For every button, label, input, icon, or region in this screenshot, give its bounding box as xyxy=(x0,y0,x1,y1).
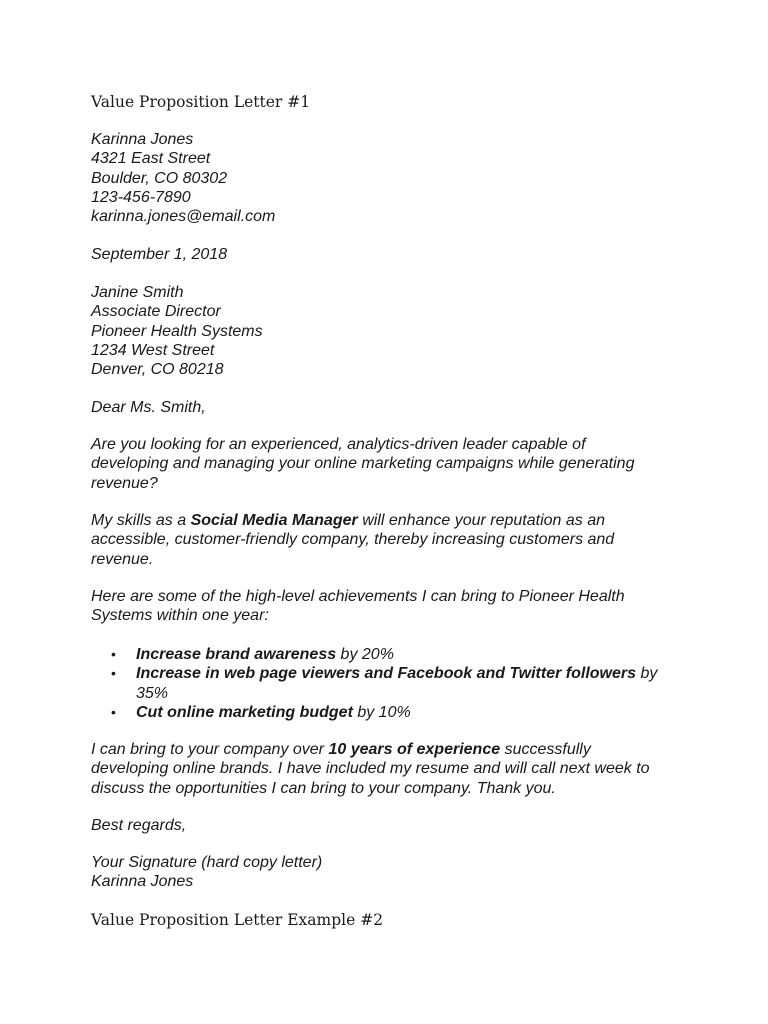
bullet-1-rest: by 20% xyxy=(336,646,394,663)
paragraph-4-pre: I can bring to your company over xyxy=(91,741,329,758)
paragraph-1-line-1: Are you looking for an experienced, analytics-driven leader capable of xyxy=(91,436,586,453)
bullet-2-rest: by xyxy=(636,665,658,683)
letter-heading-2: Value Proposition Letter Example #2 xyxy=(91,911,384,929)
paragraph-2-post: will enhance your reputation as an xyxy=(357,512,606,529)
bullet-2-bold: Increase in web page viewers and Facebook and Twitter followers xyxy=(136,665,636,683)
signature-block xyxy=(91,853,691,892)
paragraph-3-line-2: Systems within one year: xyxy=(91,607,269,625)
sender-street: 4321 East Street xyxy=(91,150,211,168)
letter-date xyxy=(91,245,691,264)
paragraph-2-line-1 xyxy=(91,511,691,530)
paragraph-2-line-3: revenue. xyxy=(91,550,154,568)
paragraph-3-line-1: Here are some of the high-level achievements I can bring to Pioneer Health xyxy=(91,588,625,605)
list-item xyxy=(91,703,691,722)
bullet-2-continuation: 35% xyxy=(136,684,169,702)
paragraph-4-line-3: discuss the opportunities I can bring to your company. Thank you. xyxy=(91,779,556,797)
sender-email: karinna.jones@email.com xyxy=(91,208,276,226)
sender-city: Boulder, CO 80302 xyxy=(91,169,228,187)
paragraph-4 xyxy=(91,740,691,798)
signature-line: Your Signature (hard copy letter) xyxy=(91,854,323,871)
paragraph-4-post: successfully xyxy=(500,741,591,758)
paragraph-1-line-3: revenue? xyxy=(91,474,158,492)
bullet-3-rest: by 10% xyxy=(352,703,411,721)
paragraph-3 xyxy=(91,587,691,626)
closing xyxy=(91,816,691,835)
paragraph-1-line-2: developing and managing your online marketing campaigns while generating xyxy=(91,455,635,473)
recipient-company: Pioneer Health Systems xyxy=(91,322,263,340)
recipient-address-block xyxy=(91,283,691,379)
sender-phone: 123-456-7890 xyxy=(91,188,191,206)
recipient-city: Denver, CO 80218 xyxy=(91,361,224,379)
recipient-street: 1234 West Street xyxy=(91,341,215,359)
sender-name: Karinna Jones xyxy=(91,131,194,148)
salutation xyxy=(91,398,691,417)
list-item xyxy=(91,664,691,703)
paragraph-1 xyxy=(91,435,691,493)
salutation-text: Dear Ms. Smith, xyxy=(91,399,206,416)
paragraph-2-bold: Social Media Manager xyxy=(190,512,358,529)
date-text: September 1, 2018 xyxy=(91,246,228,263)
letter-heading-1: Value Proposition Letter #1 xyxy=(91,93,311,111)
paragraph-2-line-2: accessible, customer-friendly company, thereby increasing customers and xyxy=(91,531,615,549)
paragraph-4-line-1 xyxy=(91,740,691,759)
bullet-3-bold: Cut online marketing budget xyxy=(136,703,353,721)
recipient-name: Janine Smith xyxy=(91,284,184,301)
paragraph-2-pre: My skills as a xyxy=(91,512,191,529)
recipient-title: Associate Director xyxy=(91,303,221,321)
bullet-icon: • xyxy=(111,646,116,662)
paragraph-2 xyxy=(91,511,691,569)
achievements-list xyxy=(91,645,691,722)
bullet-1-bold: Increase brand awareness xyxy=(136,646,337,663)
bullet-icon: • xyxy=(111,703,116,720)
list-item xyxy=(91,645,691,664)
signature-name: Karinna Jones xyxy=(91,873,194,891)
paragraph-4-line-2: developing online brands. I have included my resume and will call next week to xyxy=(91,760,650,778)
sender-address-block xyxy=(91,130,691,226)
paragraph-4-bold: 10 years of experience xyxy=(328,741,501,758)
bullet-icon: • xyxy=(111,665,116,682)
closing-text: Best regards, xyxy=(91,817,187,834)
